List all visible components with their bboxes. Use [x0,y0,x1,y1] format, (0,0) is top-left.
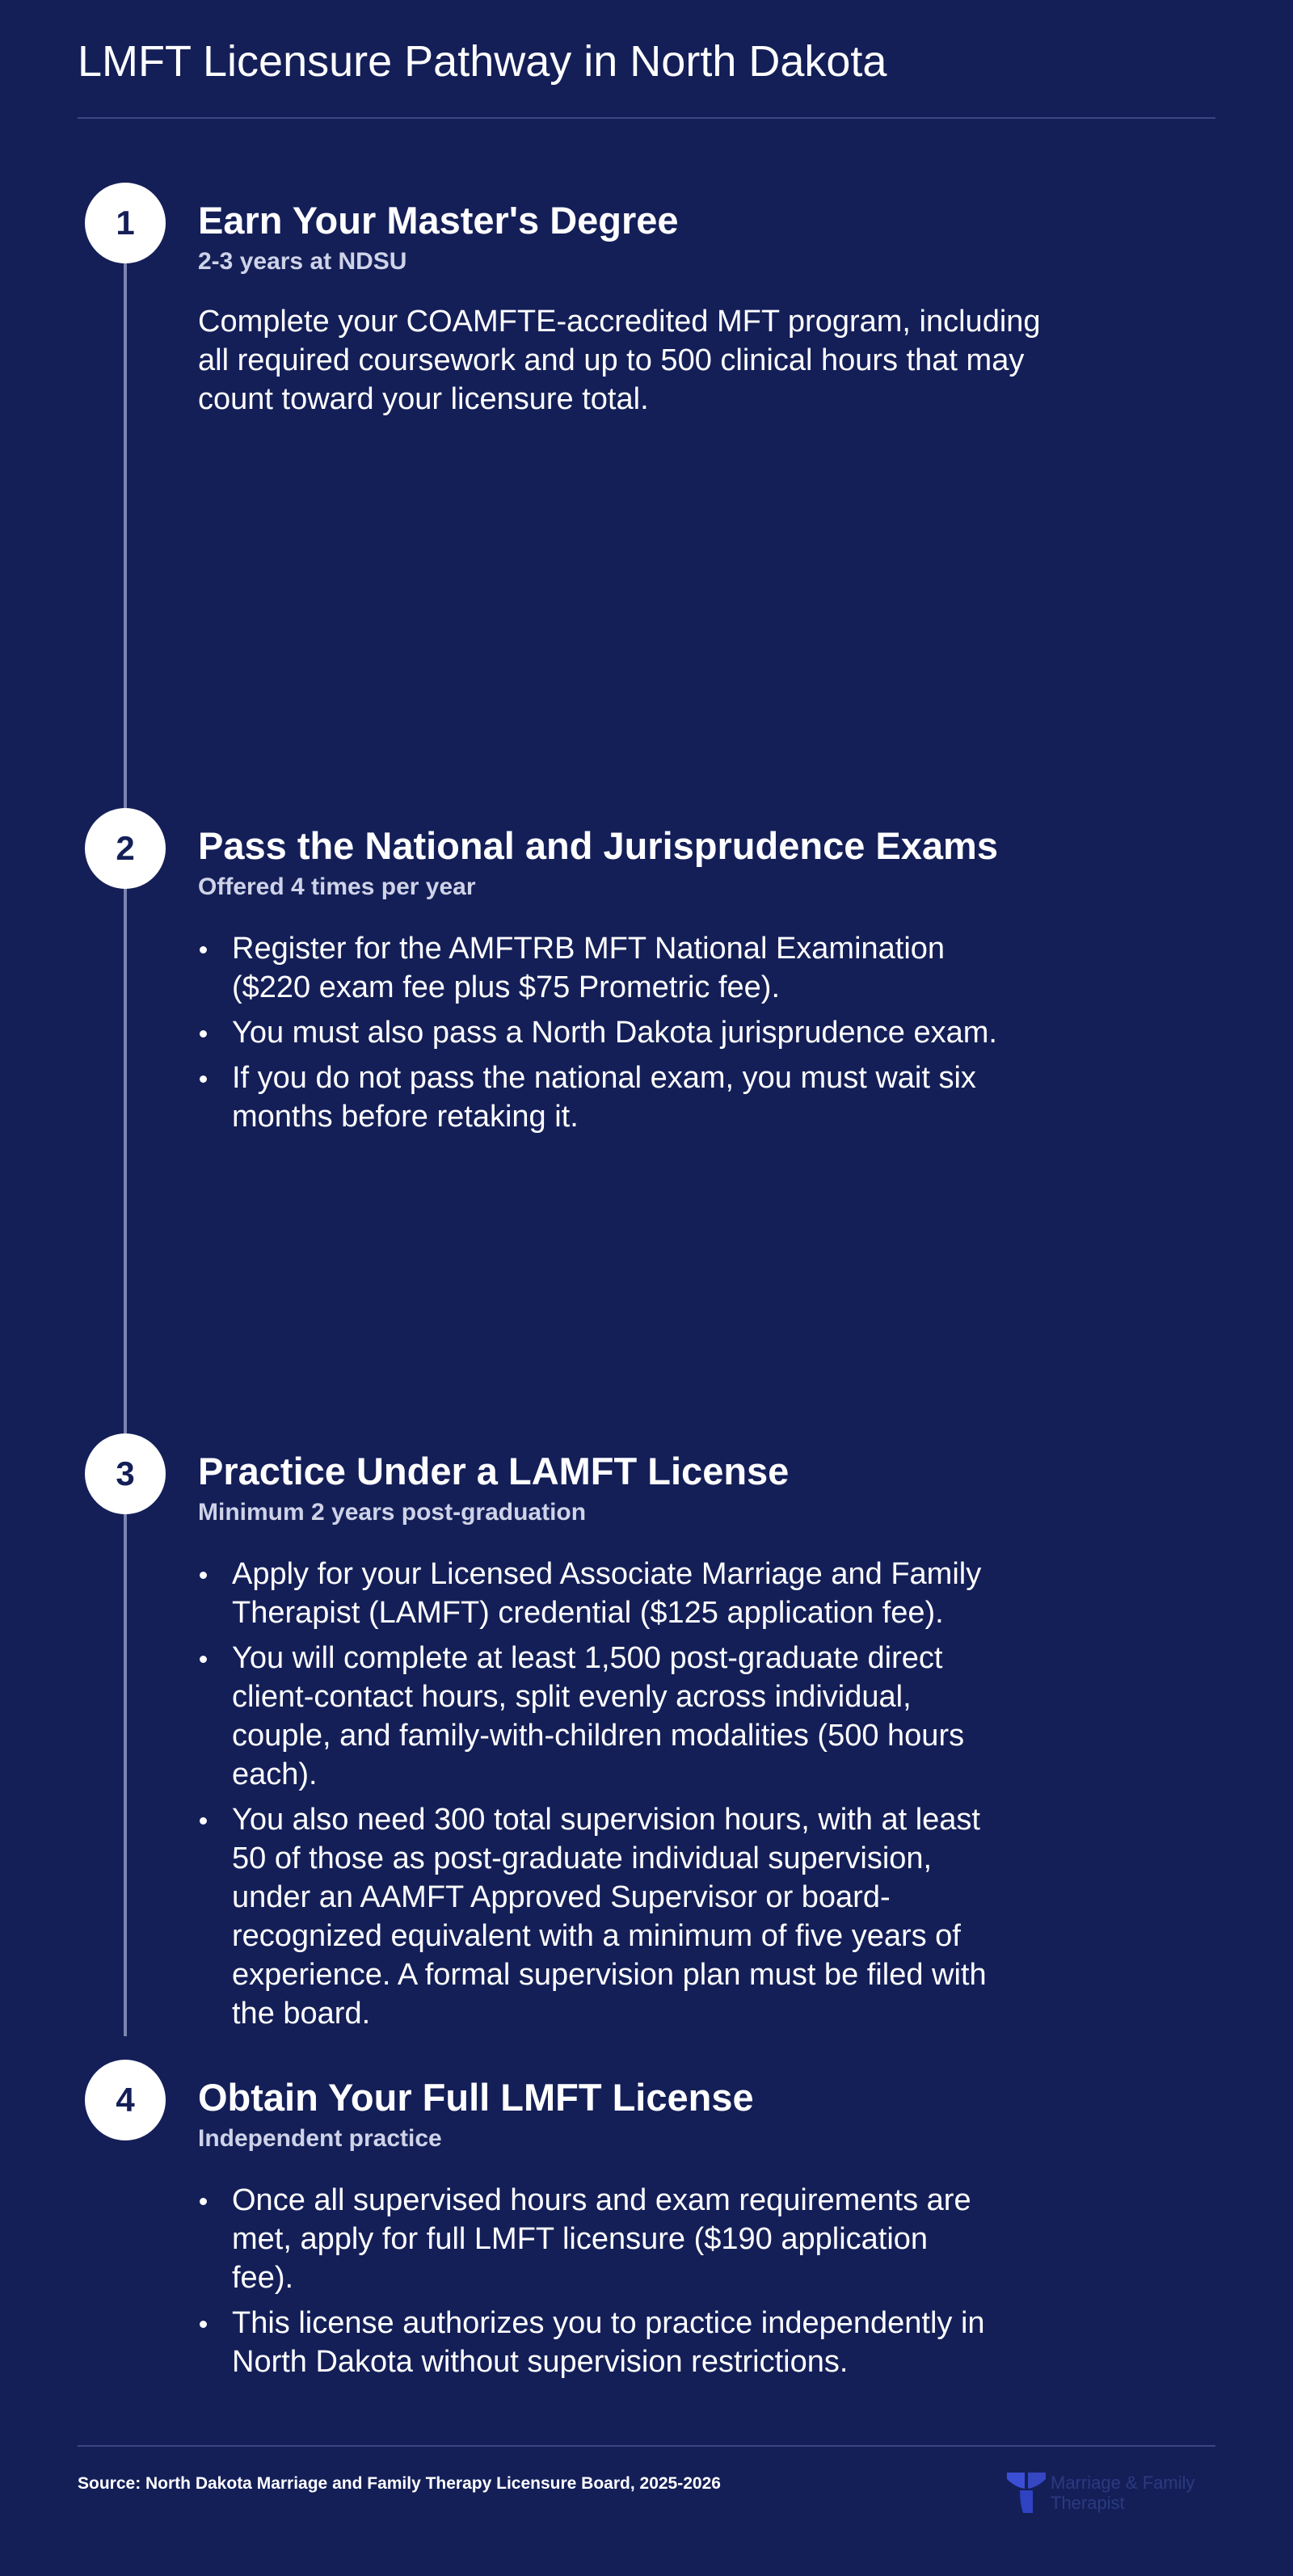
brand-logo-block [1005,2471,1215,2515]
step-requirements-list [198,929,1022,1143]
step-number-badge: 2 [85,808,166,889]
step-title: Practice Under a LAMFT License [198,1450,790,1492]
step-title: Pass the National and Jurisprudence Exams [198,824,998,867]
brand-logo-icon [1005,2471,1047,2515]
step-requirements-list [198,2181,990,2388]
header-divider [78,117,1215,119]
list-item: You also need 300 total supervision hours, with at least 50 of those as post-graduate individual supervision, under an AAMFT Approved Supervisor or board-recognized equivalent with a minimum of five years of experience. A formal supervision plan must be filed with the board. [198,1800,990,2033]
step-subtitle: Minimum 2 years post-graduation [198,1499,587,1526]
list-item: Apply for your Licensed Associate Marriage and Family Therapist (LAMFT) credential ($125 application fee). [198,1555,990,1632]
list-item: Register for the AMFTRB MFT National Examination ($220 exam fee plus $75 Prometric fee). [198,929,1022,1007]
page-title: LMFT Licensure Pathway in North Dakota [78,37,887,86]
step-number-badge: 4 [85,2060,166,2140]
list-item: This license authorizes you to practice independently in North Dakota without supervision restrictions. [198,2304,990,2381]
step-requirements-list [198,1555,990,2039]
brand-name: Marriage & Family Therapist [1051,2473,1195,2513]
step-number-badge: 3 [85,1433,166,1514]
step-title: Obtain Your Full LMFT License [198,2076,754,2119]
timeline-line [124,242,127,2036]
list-item: Once all supervised hours and exam requirements are met, apply for full LMFT licensure ($190 application fee). [198,2181,990,2297]
step-subtitle: Offered 4 times per year [198,873,476,900]
list-item: You will complete at least 1,500 post-graduate direct client-contact hours, split evenly across individual, couple, and family-with-children modalities (500 hours each). [198,1639,990,1794]
list-item: You must also pass a North Dakota jurisprudence exam. [198,1013,1022,1052]
step-title: Earn Your Master's Degree [198,199,679,242]
list-item: If you do not pass the national exam, you must wait six months before retaking it. [198,1059,1022,1136]
step-subtitle: 2-3 years at NDSU [198,248,407,275]
step-subtitle: Independent practice [198,2125,442,2152]
step-description: Complete your COAMFTE-accredited MFT program, including all required coursework and up to 500 clinical hours that may count toward your licensure total. [198,305,1041,416]
step-number-badge: 1 [85,183,166,263]
footer-divider [78,2445,1215,2447]
source-citation: Source: North Dakota Marriage and Family Therapy Licensure Board, 2025-2026 [78,2474,721,2493]
